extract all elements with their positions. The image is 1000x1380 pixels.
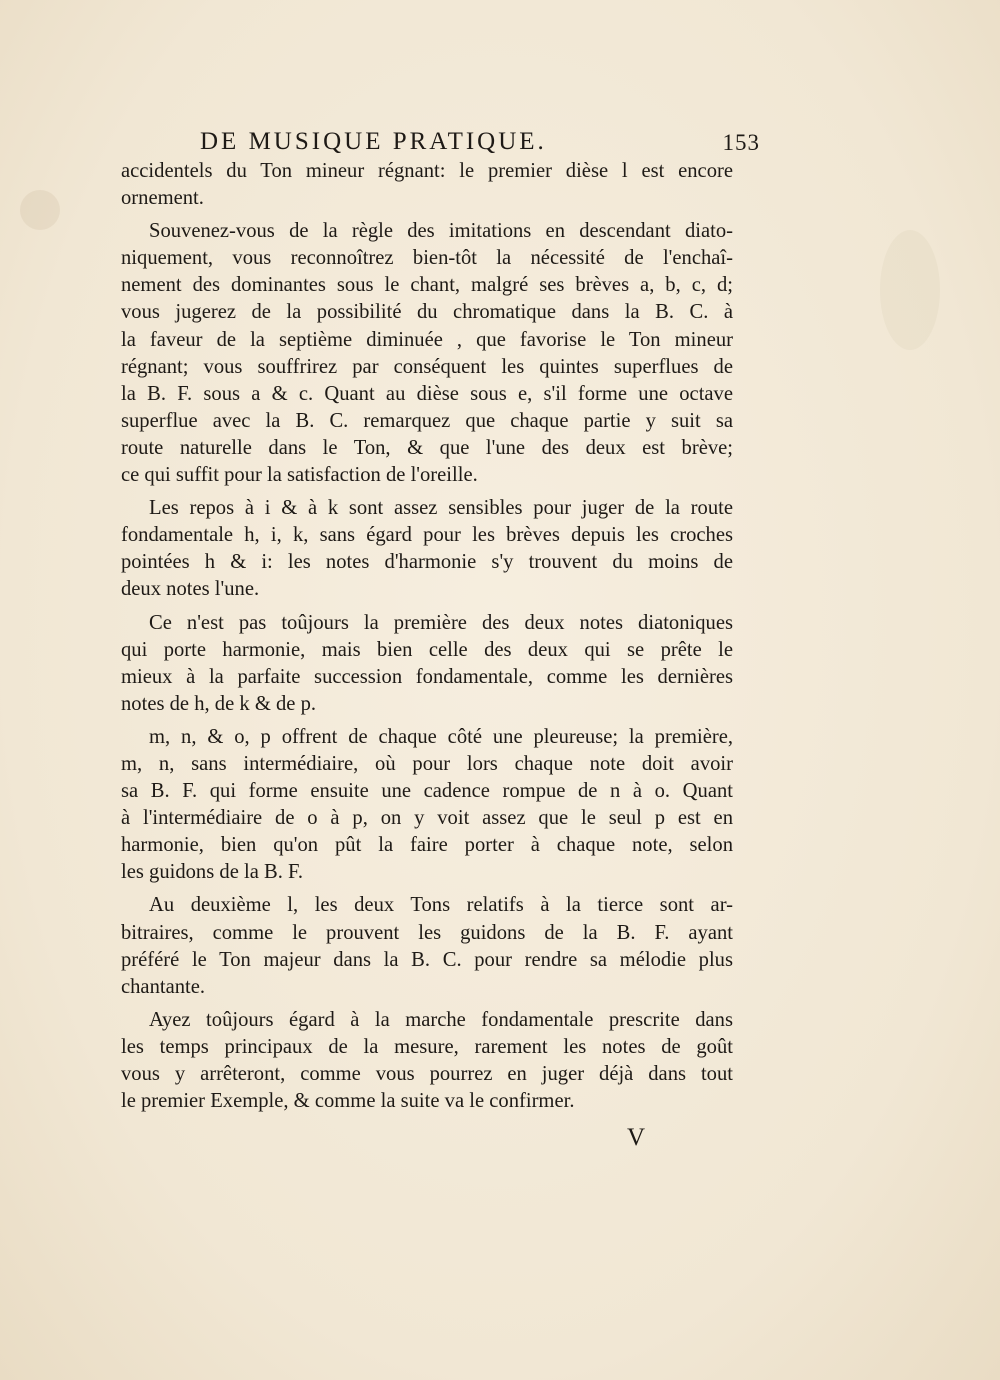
text-line: Au deuxième l, les deux Tons relatifs à la tierce sont ar- (149, 894, 733, 917)
text-line: la B. F. sous a & c. Quant au dièse sous e, s'il forme une octave (121, 382, 733, 405)
paragraph (121, 610, 733, 718)
text-line: le premier Exemple, & comme la suite va le confirmer. (121, 1090, 575, 1113)
text-line: niquement, vous reconnoîtrez bien-tôt la nécessité de l'enchaî- (121, 247, 733, 270)
paragraph (121, 495, 733, 603)
text-line: Souvenez-vous de la règle des imitations en descendant diato- (149, 220, 733, 243)
text-line: la faveur de la septième diminuée , que favorise le Ton mineur (121, 328, 733, 351)
text-line: deux notes l'une. (121, 578, 260, 601)
text-line: notes de h, de k & de p. (121, 692, 317, 715)
text-line: préféré le Ton majeur dans la B. C. pour rendre sa mélodie plus (121, 948, 733, 971)
text-line: chantante. (121, 975, 206, 998)
text-line: à l'intermédiaire de o à p, on y voit assez que le seul p est en (121, 807, 733, 830)
running-header (200, 128, 760, 156)
text-line: fondamentale h, i, k, sans égard pour les brèves depuis les croches (121, 524, 733, 547)
text-line: nement des dominantes sous le chant, malgré ses brèves a, b, c, d; (121, 274, 733, 297)
paper-stain (880, 230, 940, 350)
text-line: superflue avec la B. C. remarquez que chaque partie y suit sa (121, 409, 733, 432)
text-line: vous jugerez de la possibilité du chromatique dans la B. C. à (121, 301, 733, 324)
text-line: Ayez toûjours égard à la marche fondamentale prescrite dans (149, 1008, 733, 1031)
text-line: pointées h & i: les notes d'harmonie s'y trouvent du moins de (121, 551, 733, 574)
text-line: les temps principaux de la mesure, rarement les notes de goût (121, 1035, 733, 1058)
page-number: 153 (722, 130, 760, 155)
paragraph (121, 892, 733, 1000)
paragraph (121, 218, 733, 489)
running-title: DE MUSIQUE PRATIQUE. (200, 128, 547, 155)
text-line: harmonie, bien qu'on pût la faire porter à chaque note, selon (121, 834, 733, 857)
text-line: régnant; vous souffrirez par conséquent les quintes superflues de (121, 355, 733, 378)
paragraph (121, 724, 733, 887)
paragraph (121, 158, 733, 212)
text-line: vous y arrêteront, comme vous pourrez en juger déjà dans tout (121, 1063, 733, 1085)
text-line: sa B. F. qui forme ensuite une cadence rompue de n à o. Quant (121, 780, 733, 803)
text-line: Ce n'est pas toûjours la première des deux notes diatoniques (149, 611, 733, 634)
text-line: ce qui suffit pour la satisfaction de l'oreille. (121, 464, 478, 487)
text-line: Les repos à i & à k sont assez sensibles pour juger de la route (149, 497, 733, 520)
signature-mark: V (627, 1124, 646, 1151)
text-line: ornement. (121, 187, 204, 210)
text-line: m, n, sans intermédiaire, où pour lors chaque note doit avoir (121, 752, 733, 775)
text-line: les guidons de la B. F. (121, 861, 303, 884)
text-line: qui porte harmonie, mais bien celle des deux qui se prête le (121, 638, 733, 661)
text-line: m, n, & o, p offrent de chaque côté une pleureuse; la première, (149, 725, 733, 748)
text-line: bitraires, comme le prouvent les guidons de la B. F. ayant (121, 921, 733, 944)
paper-stain (20, 190, 60, 230)
text-line: accidentels du Ton mineur régnant: le premier dièse l est encore (121, 160, 733, 182)
text-line: mieux à la parfaite succession fondamentale, comme les dernières (121, 665, 733, 688)
text-line: route naturelle dans le Ton, & que l'une des deux est brève; (121, 436, 733, 459)
paragraph (121, 1007, 733, 1115)
body-text (121, 158, 733, 1115)
